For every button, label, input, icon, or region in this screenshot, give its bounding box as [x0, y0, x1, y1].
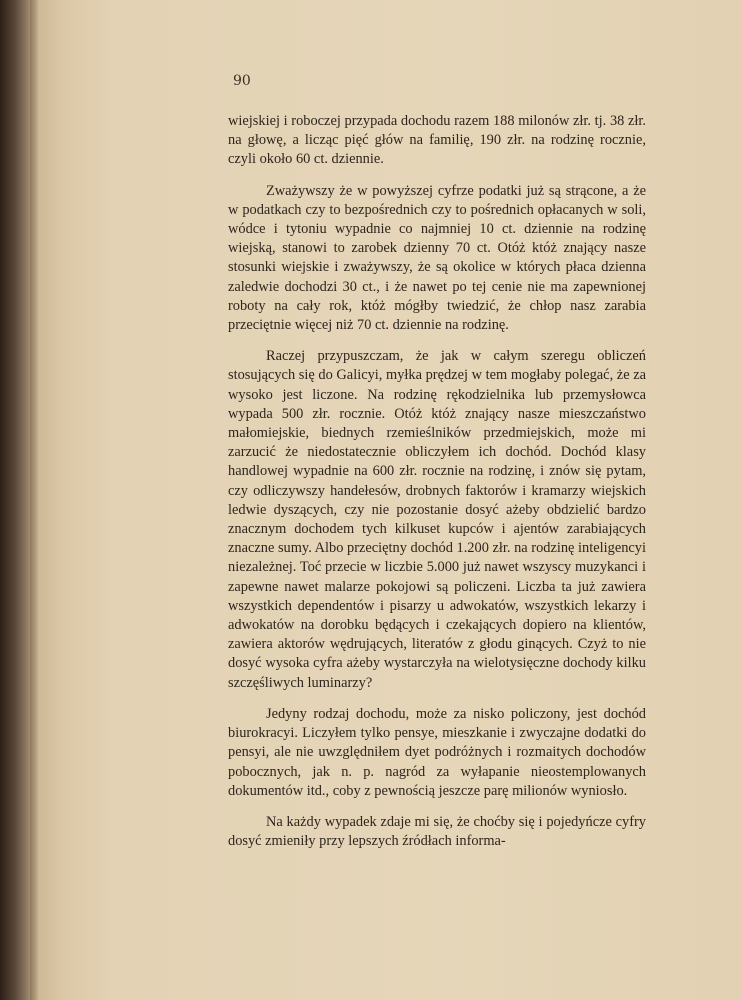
- paragraph-2: Zważywszy że w powyższej cyfrze podatki już są strącone, a że w podatkach czy to bezpośrednich czy to pośrednich opłacanych w soli, wódce i tytoniu wypadnie co najmniej 10 ct. dziennie na rodzinę wiejską, stanowi to zarobek dzienny 70 ct. Otóż któż znający nasze stosunki wiejskie i zważywszy, że są okolice w których płaca dzienna zaledwie dochodzi 30 ct., i że nawet po tej cenie nie ma zapewnionej roboty na cały rok, któż mógłby twiedzić, że chłop nasz zarabia przeciętnie więcej niż 70 ct. dziennie na rodzinę.: [228, 182, 646, 334]
- paragraph-3: Raczej przypuszczam, że jak w całym szeregu obliczeń stosujących się do Galicyi, myłka prędzej w tem mogłaby polegać, że za wysoko jest liczone. Na rodzinę rękodzielnika lub przemysłowca wypada 500 złr. rocznie. Otóż któż znający nasze mieszczaństwo małomiejskie, biednych rzemieślników przedmiejskich, może mi zarzucić że niedostatecznie obliczyłem ich dochód. Dochód klasy handlowej wypadnie na 600 złr. rocznie na rodzinę, i znów się pytam, czy odliczywszy handełesów, drobnych faktorów i kramarzy wiejskich ledwie dyszących, czy nie pozostanie dosyć ażeby obdzielić bardzo znacznym dochodem tych kilkuset kupców i ajentów zarabiających znaczne sumy. Albo przeciętny dochód 1.200 złr. na rodzinę inteligencyi niezależnej. Toć przecie w liczbie 5.000 już nawet wszyscy muzykanci i zapewne nawet malarze pokojowi są policzeni. Liczba ta już zawiera wszystkich dependentów i pisarzy u adwokatów, wszystkich lekarzy i adwokatów na dorobku będących i czekających dopiero na klientów, zawiera aktorów wędrujących, literatów z głodu ginących. Czyż to nie dosyć wysoka cyfra ażeby wystarczyła na wielotysięczne dochody kilku szczęśliwych luminarzy?: [228, 348, 646, 691]
- page-number: 90: [233, 73, 251, 89]
- paragraph-1: wiejskiej i roboczej przypada dochodu razem 188 milonów złr. tj. 38 złr. na głowę, a licząc pięć głów na familię, 190 złr. na rodzinę rocznie, czyli około 60 ct. dziennie.: [228, 113, 646, 168]
- book-spine: [0, 0, 34, 1000]
- paragraph-4: Jedyny rodzaj dochodu, może za nisko policzony, jest dochód biurokracyi. Liczyłem tylko pensye, mieszkanie i zwyczajne dodatki do pensyi, ale nie uwzględniłem dyet podróżnych i rozmaitych dochodów pobocznych, jak n. p. nagród za wyłapanie nieostemplowanych dokumentów itd., coby z pewnością jeszcze parę milionów wyniosło.: [228, 705, 646, 799]
- page-text: [228, 112, 646, 863]
- page-edge: [30, 0, 38, 1000]
- paragraph-5: Na każdy wypadek zdaje mi się, że choćby się i pojedyńcze cyfry dosyć zmieniły przy lepszych źródłach informa-: [228, 813, 646, 850]
